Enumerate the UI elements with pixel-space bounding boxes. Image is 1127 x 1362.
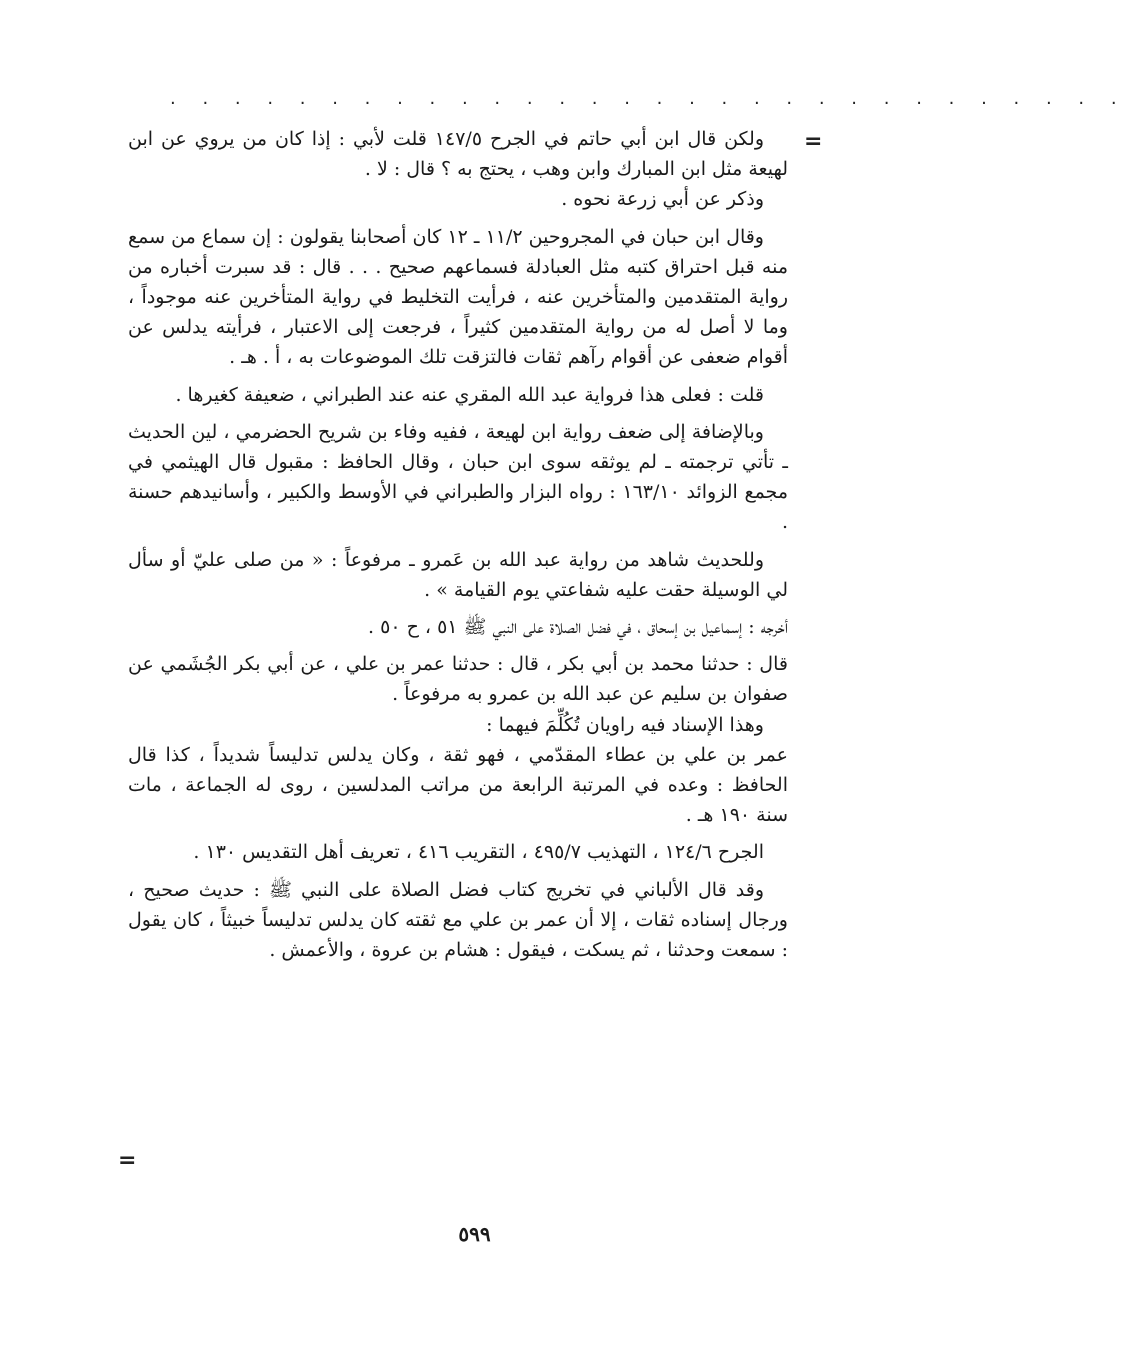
paragraph-qultu: قلت : فعلى هذا فرواية عبد الله المقري عنه عند الطبراني ، ضعيفة كغيرها . xyxy=(175,383,764,406)
paragraph-akhrajahu: أخرجه : إسماعيل بن إسحاق ، في فضل الصلاة على النبي ﷺ ٥١ ، ح ٥٠ . xyxy=(368,616,788,639)
page-number: ٥٩٩ xyxy=(458,1222,491,1246)
paragraph-ibn-hibban: وقال ابن حبان في المجروحين ١١/٢ ـ ١٢ كان أصحابنا يقولون : إن سماع من سمع منه قبل احتراق كتبه مثل العبادلة فسماعهم صحيح . . . قال : قد سبرت أخباره من رواية المتقدمين والمتأخرين عنه ، فرأيت التخليط في رواية المتأخرين عنه موجوداً ، وما لا أصل له من رواية المتقدمين كثيراً ، فرجعت إلى الاعتبار ، فرأيته يدلس عن أقوام ضعفى عن أقوام رآهم ثقات فالتزقت تلك الموضوعات به ، أ . هـ . xyxy=(128,225,788,369)
paragraph-albani: وقد قال الألباني في تخريج كتاب فضل الصلاة على النبي ﷺ : حديث صحيح ، ورجال إسناده ثقات ، إلا أن عمر بن علي مع ثقته كان يدلس تدليساً خبيثاً ، كان يقول : سمعت وحدثنا ، ثم يسكت ، فيقول : هشام بن عروة ، والأعمش . xyxy=(128,878,788,962)
paragraph-umar-bin-ali: عمر بن علي بن عطاء المقدّمي ، فهو ثقة ، وكان يدلس تدليساً شديداً ، كذا قال الحافظ : وعده في المرتبة الرابعة من مراتب المدلسين ، روى له الجماعة ، مات سنة ١٩٠ هـ . xyxy=(128,743,788,827)
continuation-mark-top: = xyxy=(804,129,823,154)
paragraph-isnad: قال : حدثنا محمد بن أبي بكر ، قال : حدثنا عمر بن علي ، عن أبي بكر الجُشَمي عن صفوان بن سليم عن عبد الله بن عمرو به مرفوعاً . xyxy=(128,653,788,706)
paragraph-ibn-abi-hatim: ولكن قال ابن أبي حاتم في الجرح ١٤٧/٥ قلت لأبي : إذا كان من يروي عن ابن لهيعة مثل ابن المبارك وابن وهب ، يحتج به ؟ قال : لا . xyxy=(128,128,788,181)
footnote-text-body xyxy=(128,124,788,965)
continuation-mark-bottom: = xyxy=(118,1148,137,1173)
paragraph-wafa-bin-shurayh: وبالإضافة إلى ضعف رواية ابن لهيعة ، ففيه وفاء بن شريح الحضرمي ، لين الحديث ـ تأتي ترجمته ـ لم يوثقه سوى ابن حبان ، وقال الحافظ : مقبول قال الهيثمي في مجمع الزوائد ١٦٣/١٠ : رواه البزار والطبراني في الأوسط والكبير ، وأسانيدهم حسنة . xyxy=(128,420,788,534)
paragraph-two-narrators: وهذا الإسناد فيه راويان تُكُلِّمَ فيهما : xyxy=(486,713,764,736)
paragraph-shahid-abdullah-bin-amr: وللحديث شاهد من رواية عبد الله بن عَمرو ـ مرفوعاً : « من صلى عليّ أو سأل لي الوسيلة حقت عليه شفاعتي يوم القيامة » . xyxy=(128,548,788,601)
header-dotted-rule: . . . . . . . . . . . . . . . . . . . . . . . . . . . . . . xyxy=(170,88,1127,109)
paragraph-references: الجرح ١٢٤/٦ ، التهذيب ٤٩٥/٧ ، التقريب ٤١٦ ، تعريف أهل التقديس ١٣٠ . xyxy=(193,841,764,864)
paragraph-abu-zurah: وذكر عن أبي زرعة نحوه . xyxy=(561,188,764,211)
